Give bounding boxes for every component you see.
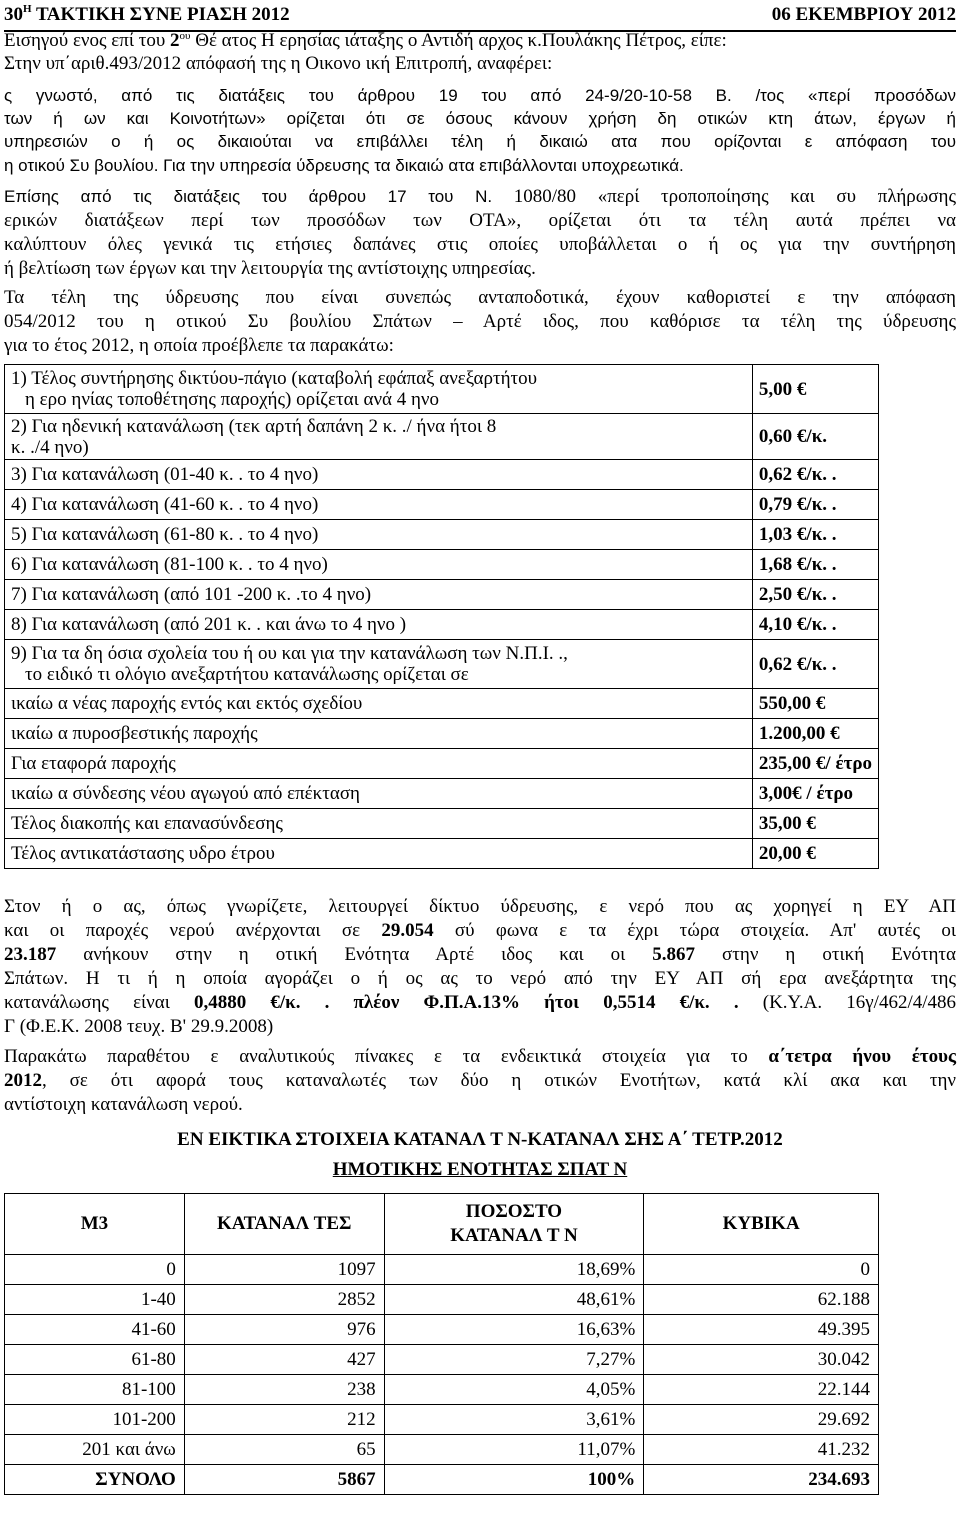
table-row [5, 1285, 879, 1315]
fee-amount: 35,00 € [752, 809, 878, 839]
para3-line-2: 054/2012 του η οτικού Συ βουλίου Σπάτων – Αρτέ ιδος, που καθόρισε τα τέλη της ύδρευσης [4, 311, 956, 332]
cell-cubic: 29.692 [644, 1405, 879, 1435]
fee-row [5, 689, 879, 719]
cell-m3: 0 [5, 1255, 185, 1285]
fee-amount: 2,50 €/κ. . [752, 580, 878, 610]
cell-consumers: 212 [184, 1405, 384, 1435]
fee-amount: 0,79 €/κ. . [752, 490, 878, 520]
header-consumers: ΚΑΤΑΝΑΛ ΤΕΣ [184, 1194, 384, 1255]
cell-percent: 18,69% [384, 1255, 644, 1285]
para4-line-4: Σπάτων. Η τι ή η οποία αγοράζει ο ή ος ας το νερό από την ΕΥ ΑΠ σή ερα ανεξάρτητα της [4, 968, 956, 989]
cell-percent: 100% [384, 1465, 644, 1495]
fee-row [5, 580, 879, 610]
cell-percent: 4,05% [384, 1375, 644, 1405]
cell-consumers: 976 [184, 1315, 384, 1345]
cell-cubic: 22.144 [644, 1375, 879, 1405]
cell-percent: 16,63% [384, 1315, 644, 1345]
cell-cubic: 234.693 [644, 1465, 879, 1495]
intro-line-2: Στην υπ΄αριθ.493/2012 απόφασή της η Οικονο ική Επιτροπή, αναφέρει: [4, 53, 553, 74]
fee-amount: 20,00 € [752, 839, 878, 869]
fee-amount: 5,00 € [752, 365, 878, 414]
fee-row [5, 779, 879, 809]
para5-line-1: Παρακάτω παραθέτου ε αναλυτικούς πίνακες ε τα ενδεικτικά στοιχεία για το α΄τετρα ήνου έτους [4, 1046, 956, 1067]
fee-row [5, 719, 879, 749]
fee-row [5, 414, 879, 460]
cell-m3: 1-40 [5, 1285, 185, 1315]
cell-m3: 201 και άνω [5, 1435, 185, 1465]
cell-consumers: 427 [184, 1345, 384, 1375]
fees-table [4, 364, 879, 869]
para2-line-2: ερικών διατάξεων περί των προσόδων των ΟΤΑ», ορίζεται ότι τα τέλη αυτά πρέπει να [4, 210, 956, 231]
fee-description: Για εταφορά παροχής [5, 749, 753, 779]
cell-m3: 101-200 [5, 1405, 185, 1435]
cell-m3: 41-60 [5, 1315, 185, 1345]
fee-description: 5) Για κατανάλωση (61-80 κ. . το 4 ηνο) [5, 520, 753, 550]
cell-consumers: 65 [184, 1435, 384, 1465]
cell-m3: 61-80 [5, 1345, 185, 1375]
fee-description: ικαίω α νέας παροχής εντός και εκτός σχεδίου [5, 689, 753, 719]
fee-row [5, 809, 879, 839]
table-row [5, 1345, 879, 1375]
fee-row [5, 839, 879, 869]
fee-description: 2) Για ηδενική κατανάλωση (τεκ αρτή δαπάνη 2 κ. ./ ήνα ήτοι 8 κ. ./4 ηνο) [5, 414, 753, 460]
cell-cubic: 41.232 [644, 1435, 879, 1465]
fee-row [5, 520, 879, 550]
cell-consumers: 5867 [184, 1465, 384, 1495]
para4-line-2: και οι παροχές νερού ανέρχονται σε 29.054 σύ φωνα ε τα έχρι τώρα στοιχεία. Απ' αυτές οι [4, 920, 956, 941]
para5-line-2: 2012, σε ότι αφορά τους καταναλωτές των δύο η οτικών Ενοτήτων, κατά κλί ακα και την [4, 1070, 956, 1091]
fee-row [5, 640, 879, 689]
fee-description: 1) Τέλος συντήρησης δικτύου-πάγιο (καταβολή εφάπαξ ανεξαρτήτου η ερο ηνίας τοποθέτησης παροχής) ορίζεται ανά 4 ηνο [5, 365, 753, 414]
cell-consumers: 2852 [184, 1285, 384, 1315]
fee-description: 4) Για κατανάλωση (41-60 κ. . το 4 ηνο) [5, 490, 753, 520]
fee-amount: 3,00€ / έτρο [752, 779, 878, 809]
cell-cubic: 62.188 [644, 1285, 879, 1315]
table-row [5, 1405, 879, 1435]
section-title-line-1: ΕΝ ΕΙΚΤΙΚΑ ΣΤΟΙΧΕΙΑ ΚΑΤΑΝΑΛ Τ Ν-ΚΑΤΑΝΑΛ ΣΗΣ Α΄ ΤΕΤΡ.2012 [177, 1129, 783, 1150]
fee-description: ικαίω α πυροσβεστικής παροχής [5, 719, 753, 749]
para1-line-3: υπηρεσιών ο ή ος δικαιούται να επιβάλλει τέλη ή δικαιώ ατα που ορίζονται ε απόφαση του [4, 132, 956, 151]
fee-amount: 1,03 €/κ. . [752, 520, 878, 550]
fee-amount: 235,00 €/ έτρο [752, 749, 878, 779]
cell-consumers: 1097 [184, 1255, 384, 1285]
fee-description: Τέλος διακοπής και επανασύνδεσης [5, 809, 753, 839]
para4-line-3: 23.187 ανήκουν στην η οτική Ενότητα Αρτέ ιδος και οι 5.867 στην η οτική Ενότητα [4, 944, 956, 965]
session-date: 06 ΕΚΕΜΒΡΙΟΥ 2012 [771, 4, 956, 25]
cell-cubic: 30.042 [644, 1345, 879, 1375]
cell-percent: 11,07% [384, 1435, 644, 1465]
para4-line-1: Στον ή ο ας, όπως γνωρίζετε, λειτουργεί δίκτυο ύδρευσης, ε νερό που ας χορηγεί η ΕΥ ΑΠ [4, 896, 956, 917]
table-row [5, 1315, 879, 1345]
table-row [5, 1375, 879, 1405]
para2-line-4: ή βελτίωση των έργων και την λειτουργία της αντίστοιχης υπηρεσίας. [4, 258, 536, 279]
cell-m3: 81-100 [5, 1375, 185, 1405]
para4-line-6: Γ (Φ.Ε.Κ. 2008 τευχ. Β' 29.9.2008) [4, 1016, 274, 1037]
table-header-row [5, 1194, 879, 1255]
cell-percent: 7,27% [384, 1345, 644, 1375]
fee-row [5, 365, 879, 414]
session-title: $30^H$ ΤΑΚΤΙΚΗ ΣΥΝΕ ΡΙΑΣΗ 2012 [4, 3, 290, 25]
para4-line-5: κατανάλωσης είναι 0,4880 €/κ. . πλέον Φ.Π.Α.13% ήτοι 0,5514 €/κ. . (Κ.Υ.Α. 16γ/462/4/486 [4, 992, 957, 1013]
fee-row [5, 550, 879, 580]
fee-description: Τέλος αντικατάστασης υδρο έτρου [5, 839, 753, 869]
consumption-table [4, 1193, 879, 1495]
fee-description: 6) Για κατανάλωση (81-100 κ. . το 4 ηνο) [5, 550, 753, 580]
cell-cubic: 0 [644, 1255, 879, 1285]
cell-percent: 3,61% [384, 1405, 644, 1435]
fee-description: 3) Για κατανάλωση (01-40 κ. . το 4 ηνο) [5, 460, 753, 490]
fee-amount: 1.200,00 € [752, 719, 878, 749]
fee-row [5, 610, 879, 640]
fee-description: 8) Για κατανάλωση (από 201 κ. . και άνω το 4 ηνο ) [5, 610, 753, 640]
para1-line-1: ς γνωστό, από τις διατάξεις του άρθρου 19 του από 24-9/20-10-58 Β. /τος «περί προσόδων [4, 86, 956, 105]
fee-description: ικαίω α σύνδεσης νέου αγωγού από επέκταση [5, 779, 753, 809]
fee-description: 9) Για τα δη όσια σχολεία του ή ου και για την κατανάλωση των Ν.Π.Ι. ., το ειδικό τι ολόγιο ανεξαρτήτου κατανάλωσης ορίζεται σε [5, 640, 753, 689]
fee-row [5, 749, 879, 779]
fee-amount: 0,62 €/κ. . [752, 640, 878, 689]
fee-description: 7) Για κατανάλωση (από 101 -200 κ. .το 4 ηνο) [5, 580, 753, 610]
para1-line-4: η οτικού Συ βουλίου. Για την υπηρεσία ύδρευσης τα δικαιώ ατα επιβάλλονται υποχρεωτικά. [4, 156, 684, 175]
fee-amount: 0,60 €/κ. [752, 414, 878, 460]
cell-percent: 48,61% [384, 1285, 644, 1315]
table-row [5, 1255, 879, 1285]
para2-line-1: Επίσης από τις διατάξεις του άρθρου 17 του Ν. 1080/80 «περί τροποποίησης και συ πλήρωσης [4, 186, 956, 207]
fee-row [5, 460, 879, 490]
section-title-line-2: ΗΜΟΤΙΚΗΣ ΕΝΟΤΗΤΑΣ ΣΠΑΤ Ν [332, 1159, 628, 1180]
table-row [5, 1435, 879, 1465]
cell-m3: ΣΥΝΟΛΟ [5, 1465, 185, 1495]
para5-line-3: αντίστοιχη κατανάλωση νερού. [4, 1094, 243, 1115]
table-total-row [5, 1465, 879, 1495]
para2-line-3: καλύπτουν όλες γενικά τις ετήσιες δαπάνες στις οποίες υποβάλλεται ο ή ος για την συντήρηση [4, 234, 956, 255]
header-m3: Μ3 [5, 1194, 185, 1255]
header-percent: ΠΟΣΟΣΤΟ ΚΑΤΑΝΑΛ Τ Ν [384, 1194, 644, 1255]
fee-amount: 0,62 €/κ. . [752, 460, 878, 490]
header-cubic: ΚΥΒΙΚΑ [644, 1194, 879, 1255]
fee-amount: 4,10 €/κ. . [752, 610, 878, 640]
fee-amount: 1,68 €/κ. . [752, 550, 878, 580]
intro-line-1: Εισηγού ενος επί του $2^{o\upsilon}$ Θέ ατος Η ερησίας ιάταξης ο Αντιδή αρχος κ.Πουλάκης Πέτρος, είπε: [4, 30, 727, 51]
cell-cubic: 49.395 [644, 1315, 879, 1345]
para1-line-2: των ή ων και Κοινοτήτων» ορίζεται ότι σε όσους κάνουν χρήση δη οτικών κτη άτων, έργων ή [4, 109, 956, 128]
fee-amount: 550,00 € [752, 689, 878, 719]
para3-line-3: για το έτος 2012, η οποία προέβλεπε τα παρακάτω: [4, 335, 394, 356]
cell-consumers: 238 [184, 1375, 384, 1405]
page-header [4, 2, 956, 32]
para3-line-1: Τα τέλη της ύδρευσης που είναι συνεπώς ανταποδοτικά, έχουν καθοριστεί ε την απόφαση [4, 287, 956, 308]
fee-row [5, 490, 879, 520]
